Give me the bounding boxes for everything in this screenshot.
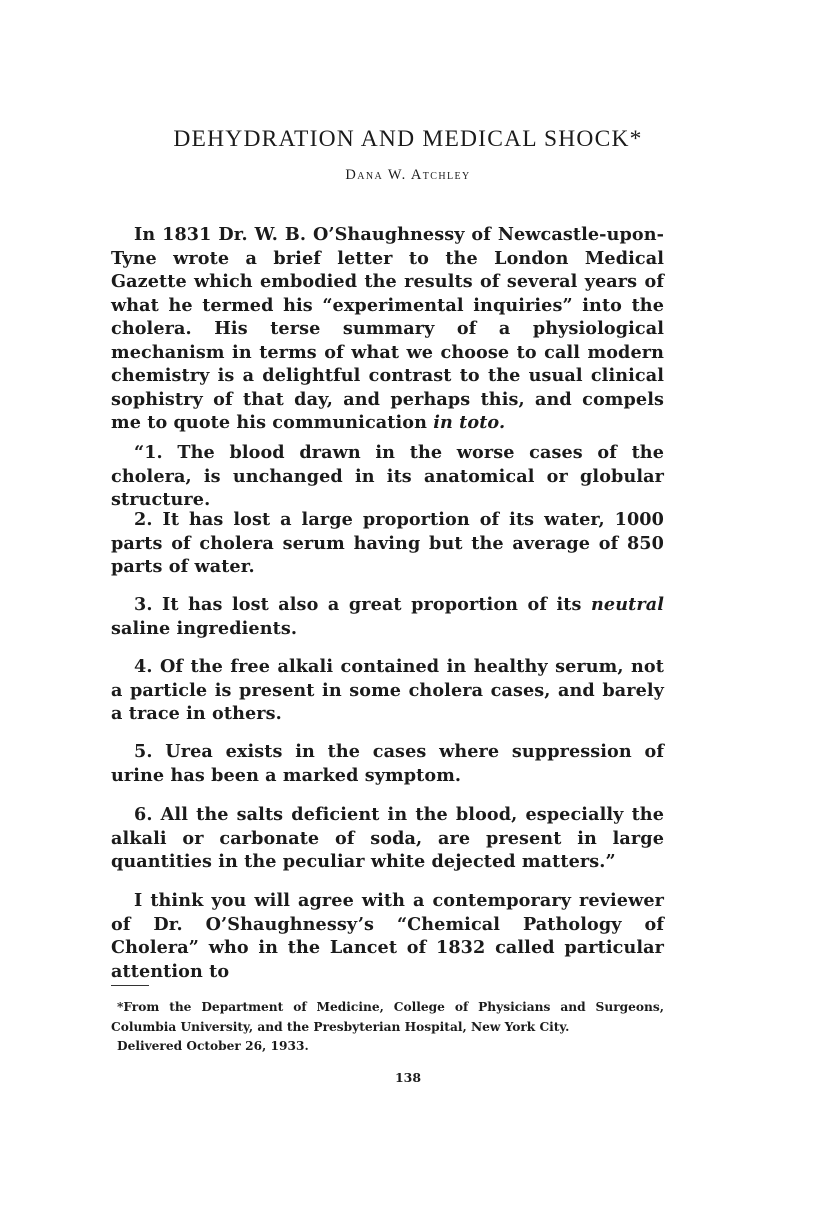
intro-italic-text: in toto. — [433, 412, 506, 433]
footnote-affiliation: *From the Department of Medicine, College of Physicians and Surgeons, Columbia University, and the Presbyterian Hospital, New York City. — [111, 1000, 664, 1034]
footnote-divider — [111, 985, 149, 986]
intro-text: In 1831 Dr. W. B. O’Shaughnessy of Newcastle-upon-Tyne wrote a brief letter to the London Medical Gazette which embodied the results of several years of what he termed his “experimental inquiries” into the cholera. His terse summary of a physiological mechanism in terms of what we choose to call modern chemistry is a delightful contrast to the usual clinical sophistry of that day, and perhaps this, and compels me to quote his communication — [111, 224, 664, 433]
point-3-text-before: 3. It has lost also a great proportion of its — [134, 594, 582, 615]
point-4-paragraph: 4. Of the free alkali contained in healthy serum, not a particle is present in some cholera cases, and barely a trace in others. — [111, 656, 664, 724]
point-3-text-after: saline ingredients. — [111, 617, 298, 639]
closing-paragraph: I think you will agree with a contemporary reviewer of Dr. O’Shaughnessy’s “Chemical Pathology of Cholera” who in the Lancet of 1832 called particular attention to — [111, 890, 664, 982]
footnote-delivery-date: Delivered October 26, 1933. — [117, 1039, 309, 1053]
point-3-italic-text: neutral — [591, 594, 664, 615]
point-3-paragraph — [111, 593, 664, 640]
point-5-paragraph: 5. Urea exists in the cases where suppression of urine has been a marked symptom. — [111, 741, 664, 786]
intro-paragraph — [111, 223, 664, 435]
page-number: 138 — [394, 1070, 422, 1085]
point-1-paragraph: “1. The blood drawn in the worse cases of the cholera, is unchanged in its anatomical or globular structure. — [111, 442, 664, 510]
point-6-paragraph: 6. All the salts deficient in the blood, especially the alkali or carbonate of soda, are present in large quantities in the peculiar white dejected matters.” — [111, 804, 664, 872]
article-author: Dana W. Atchley — [345, 167, 471, 183]
point-2-paragraph: 2. It has lost a large proportion of its water, 1000 parts of cholera serum having but the average of 850 parts of water. — [111, 509, 664, 577]
article-title: DEHYDRATION AND MEDICAL SHOCK* — [173, 126, 643, 152]
